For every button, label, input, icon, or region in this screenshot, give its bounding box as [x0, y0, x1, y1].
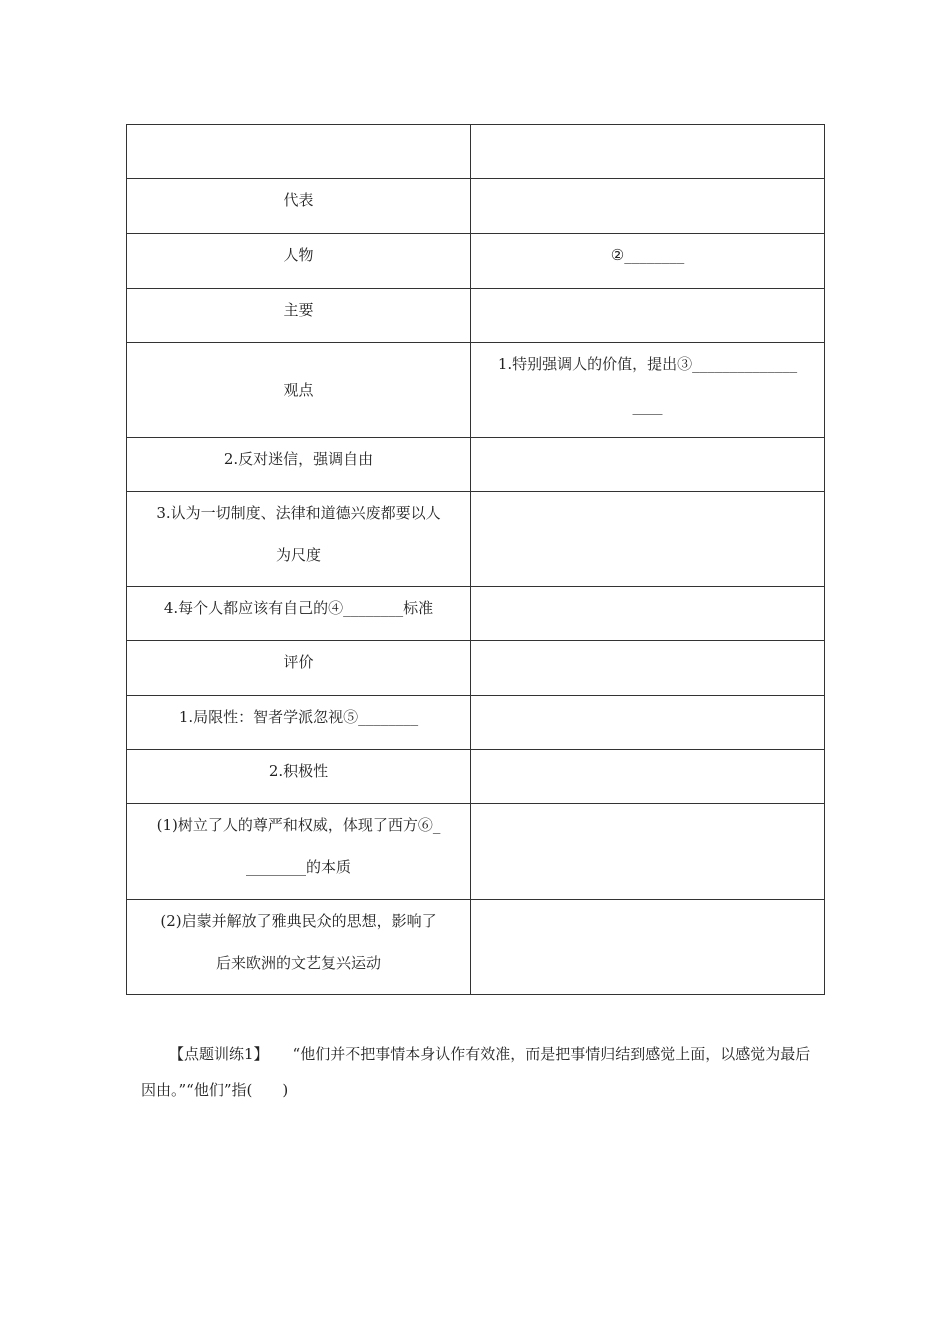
- table-cell-right: [471, 804, 825, 900]
- table-cell-left: [127, 900, 471, 995]
- table-row: [127, 641, 825, 696]
- table-cell-right: [471, 234, 825, 289]
- table-row: [127, 900, 825, 995]
- cell-text-line: 主要: [283, 301, 314, 319]
- table-cell-right: [471, 641, 825, 696]
- table-cell-left: [127, 179, 471, 234]
- table-cell-right: [471, 438, 825, 492]
- table-row: [127, 492, 825, 587]
- table-row: [127, 804, 825, 900]
- table-cell-right: [471, 900, 825, 995]
- cell-text-line: ____: [632, 397, 663, 415]
- cell-text-line: 后来欧洲的文艺复兴运动: [215, 954, 381, 972]
- table-cell-left: [127, 438, 471, 492]
- table-cell-left: [127, 289, 471, 343]
- table-cell-left: [127, 343, 471, 438]
- cell-text-line: 代表: [283, 191, 314, 209]
- table-row: [127, 289, 825, 343]
- content-table: [126, 124, 825, 995]
- table-row: [127, 438, 825, 492]
- cell-text-line: (2)启蒙并解放了雅典民众的思想，影响了: [160, 912, 437, 930]
- cell-text-line: ________的本质: [245, 858, 351, 876]
- table-cell-left: [127, 492, 471, 587]
- table-row: [127, 125, 825, 179]
- table-cell-right: [471, 179, 825, 234]
- cell-text-line: 2.反对迷信，强调自由: [223, 450, 374, 468]
- table-row: [127, 179, 825, 234]
- table-cell-right: [471, 289, 825, 343]
- table-cell-left: [127, 641, 471, 696]
- table-cell-left: [127, 804, 471, 900]
- table-cell-right: [471, 125, 825, 179]
- table-cell-right: [471, 696, 825, 750]
- cell-text-line: 4.每个人都应该有自己的④________标准: [163, 599, 434, 617]
- table-cell-left: [127, 750, 471, 804]
- table-row: [127, 696, 825, 750]
- practice-tag: 【点题训练1】: [169, 1045, 269, 1063]
- table-cell-right: [471, 343, 825, 438]
- practice-question: [141, 1036, 811, 1108]
- table-cell-left: [127, 696, 471, 750]
- table-cell-right: [471, 750, 825, 804]
- table-cell-left: [127, 234, 471, 289]
- table-cell-right: [471, 492, 825, 587]
- cell-text-line: 3.认为一切制度、法律和道德兴废都要以人: [156, 504, 441, 522]
- table-body: [127, 125, 825, 995]
- cell-text-line: 1.特别强调人的价值，提出③______________: [497, 355, 798, 373]
- cell-text-line: 为尺度: [275, 546, 321, 564]
- cell-text-line: 评价: [283, 653, 314, 671]
- table-cell-left: [127, 125, 471, 179]
- table-row: [127, 750, 825, 804]
- cell-text-line: (1)树立了人的尊严和权威，体现了西方⑥_: [156, 816, 441, 834]
- cell-text-line: 1.局限性：智者学派忽视⑤________: [178, 708, 419, 726]
- table-cell-right: [471, 587, 825, 641]
- table-row: [127, 234, 825, 289]
- table-cell-left: [127, 587, 471, 641]
- cell-text-line: 观点: [283, 381, 314, 399]
- table-row: [127, 587, 825, 641]
- table-row: [127, 343, 825, 438]
- cell-text-line: ②________: [610, 246, 685, 264]
- cell-text-line: 2.积极性: [268, 762, 329, 780]
- cell-text-line: 人物: [283, 246, 314, 264]
- practice-text: “他们并不把事情本身认作有效准，而是把事情归结到感觉上面，以感觉为最后因由。”“他们”指( ): [141, 1045, 811, 1099]
